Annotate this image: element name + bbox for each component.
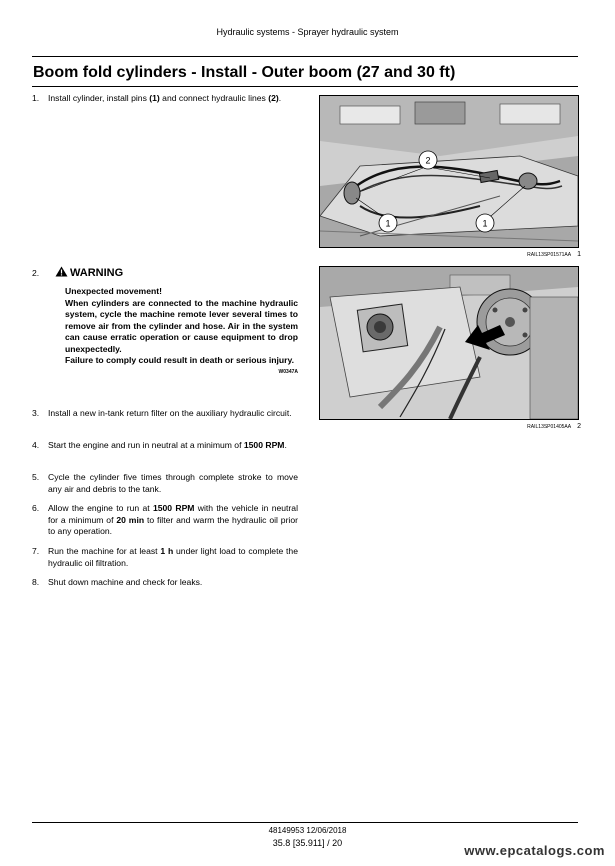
figure-1-number: 1 (577, 251, 581, 258)
callout-2: 2 (425, 155, 431, 166)
step-number: 8. (32, 577, 40, 587)
step-text: Start the engine and run in neutral at a minimum of 1500 RPM. (48, 440, 287, 450)
figure-2-caption (319, 423, 581, 430)
warning-label: WARNING (70, 267, 124, 279)
step-number: 5. (32, 472, 40, 482)
footer-doc-id: 48149953 12/06/2018 (268, 826, 347, 835)
callout-1a: 1 (385, 218, 391, 229)
step-number: 3. (32, 408, 40, 418)
warning-triangle-icon (55, 266, 68, 277)
step-number: 6. (32, 503, 40, 513)
figure-2-photo (319, 266, 579, 420)
step-number: 1. (32, 93, 40, 103)
footer-page-number: 35.8 [35.911] / 20 (272, 838, 343, 848)
step-number: 4. (32, 440, 40, 450)
warning-heading (55, 266, 123, 280)
step-text: Run the machine for at least 1 h under light load to complete the hydraulic oil filtration. (48, 546, 298, 568)
footer-rule (32, 822, 578, 823)
step-text: Install cylinder, install pins (1) and connect hydraulic lines (2). (48, 93, 282, 103)
step-text: Allow the engine to run at 1500 RPM with the vehicle in neutral for a minimum of 20 min to filter and warm the hydraulic oil prior to any operation. (48, 503, 298, 536)
figure-2-number: 2 (577, 423, 581, 430)
callout-1b: 1 (482, 218, 488, 229)
header-rule (32, 56, 578, 57)
page-title: Boom fold cylinders - Install - Outer boom (27 and 30 ft) (33, 64, 456, 81)
running-header: Hydraulic systems - Sprayer hydraulic system (216, 27, 399, 37)
step-text: Install a new in-tank return filter on the auxiliary hydraulic circuit. (48, 408, 292, 418)
warning-line-3: Failure to comply could result in death or serious injury. (65, 355, 295, 365)
figure-1-illustration (320, 96, 578, 247)
warning-line-2: When cylinders are connected to the machine hydraulic system, cycle the machine remote lever several times to remove air from the cylinder and hose. Air in the system can cause erratic operation or cause equipment to drop unexpectedly. (65, 297, 298, 354)
step-number: 7. (32, 546, 40, 556)
figure-1-code: RAIL13SP01571AA (527, 252, 572, 258)
warning-line-1: Unexpected movement! (65, 286, 162, 296)
warning-body (65, 286, 298, 375)
figure-2-illustration (320, 267, 578, 419)
watermark: www.epcatalogs.com (464, 843, 605, 858)
figure-1-photo (319, 95, 579, 248)
title-rule (32, 86, 578, 87)
step-number: 2. (32, 268, 40, 278)
figure-2-code: RAIL13SP01405AA (527, 424, 572, 430)
figure-1-caption (319, 251, 581, 258)
step-text: Shut down machine and check for leaks. (48, 577, 203, 587)
step-text: Cycle the cylinder five times through complete stroke to move any air and debris to the tank. (48, 472, 298, 494)
warning-code: W0347A (278, 368, 298, 375)
